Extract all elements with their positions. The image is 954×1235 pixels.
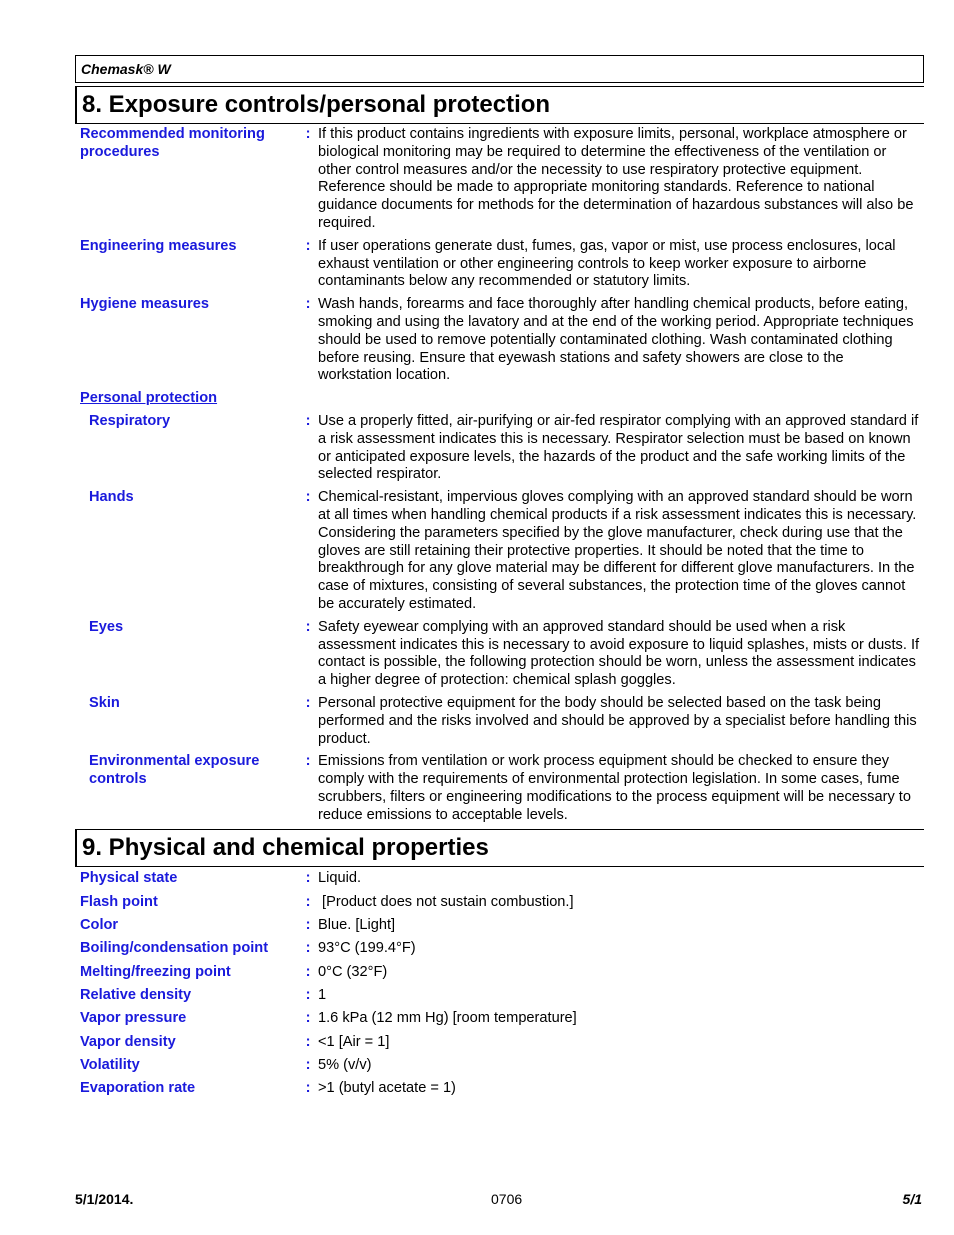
separator-colon: : [305,1033,311,1050]
property-row [75,1080,924,1098]
section-8-title [75,86,924,124]
property-value: 0°C (32°F) [318,963,388,980]
hygiene-measures-label: Hygiene measures [80,296,209,313]
property-row [75,917,924,935]
property-value: 1.6 kPa (12 mm Hg) [room temperature] [318,1010,577,1027]
property-label: Relative density [80,986,192,1003]
property-value: 5% (v/v) [318,1056,372,1073]
eyes-value: Safety eyewear complying with an approved standard should be used when a risk assessment indicates this is necessary to avoid exposure to liquid splashes, mists or dusts. If contact is possible, the following protection should be worn, unless the assessment indicates a higher degree of protection: chemical splash goggles. [318,618,920,689]
respiratory-value: Use a properly fitted, air-purifying or air-fed respirator complying with an approved standard if a risk assessment indicates this is necessary. Respirator selection must be based on known or anticipated exposure levels, the hazards of the product and the safe working limits of the selected respirator. [318,412,919,483]
property-row [75,1034,924,1052]
separator-colon: : [305,870,311,887]
property-label: Volatility [80,1056,140,1073]
property-label: Vapor density [80,1033,176,1050]
separator-colon: : [305,753,311,770]
hands-label: Hands [89,489,134,506]
separator-colon: : [305,237,311,254]
property-row [75,1010,924,1028]
engineering-measures-value: If user operations generate dust, fumes, gas, vapor or mist, use process enclosures, local exhaust ventilation or other engineering controls to keep worker exposure to airborne contaminants below any recommended or statutory limits. [318,237,896,290]
eyes-row [75,619,924,690]
respiratory-row [75,413,924,484]
separator-colon: : [305,917,311,934]
property-label: Melting/freezing point [80,963,231,980]
recommended-monitoring-row [75,126,924,233]
product-name-bar [75,55,924,83]
property-row [75,870,924,888]
property-row [75,894,924,912]
property-row [75,987,924,1005]
separator-colon: : [305,1080,311,1097]
property-value: 1 [318,986,327,1003]
separator-colon: : [305,940,311,957]
property-value: Blue. [Light] [318,917,396,934]
separator-colon: : [305,694,311,711]
skin-value: Personal protective equipment for the body should be selected based on the task being performed and the risks involved and should be approved by a specialist before handling this product. [318,694,917,747]
hands-value: Chemical-resistant, impervious gloves complying with an approved standard should be worn at all times when handling chemical products if a risk assessment indicates this is necessary. Considering the parameters specified by the glove manufacturer, check during use that the gloves are still retaining their protective properties. It should be noted that the time to breakthrough for any glove material may be different for different glove manufacturers. In the case of mixtures, consisting of several substances, the protection time of the gloves cannot be accurately estimated. [318,489,917,612]
property-label: Evaporation rate [80,1080,196,1097]
separator-colon: : [305,893,311,910]
engineering-measures-row [75,238,924,291]
separator-colon: : [305,296,311,313]
separator-colon: : [305,412,311,429]
property-label: Vapor pressure [80,1010,187,1027]
environmental-exposure-label: Environmental exposure controls [89,753,260,788]
property-value: 93°C (199.4°F) [318,940,416,957]
property-value: [Product does not sustain combustion.] [318,893,574,910]
environmental-exposure-row [75,753,924,824]
property-value: >1 (butyl acetate = 1) [318,1080,456,1097]
footer-code: 0706 [491,1191,523,1207]
environmental-exposure-value: Emissions from ventilation or work process equipment should be checked to ensure they comply with the requirements of environmental protection legislation. In some cases, fume scrubbers, filters or engineering modifications to the process equipment will be necessary to reduce emissions to acceptable levels. [318,753,911,823]
property-label: Flash point [80,893,158,910]
property-row [75,1057,924,1075]
separator-colon: : [305,489,311,506]
engineering-measures-label: Engineering measures [80,237,237,254]
section-9-title-text: 9. Physical and chemical properties [82,834,489,862]
hygiene-measures-row [75,296,924,385]
footer-page-number: 5/1 [902,1191,922,1207]
section-8-title-text: 8. Exposure controls/personal protection [82,91,551,118]
separator-colon: : [305,986,311,1003]
page-footer [75,1191,924,1209]
property-label: Boiling/condensation point [80,940,269,957]
properties-list [75,870,924,1097]
hygiene-measures-value: Wash hands, forearms and face thoroughly after handling chemical products, before eating, smoking and using the lavatory and at the end of the working period. Appropriate techniques should be used to remove potentially contaminated clothing. Wash contaminated clothing before reusing. Ensure that eyewash stations and safety showers are close to the workstation location. [318,296,914,384]
separator-colon: : [305,1010,311,1027]
personal-protection-link[interactable]: Personal protection [80,390,218,407]
recommended-monitoring-value: If this product contains ingredients with exposure limits, personal, workplace atmosphere or biological monitoring may be required to determine the effectiveness of the ventilation or other control measures and/or the necessity to use respiratory protective equipment. Reference should be made to appropriate monitoring standards. Reference to national guidance documents for methods for the determination of hazardous substances will also be required. [318,126,914,231]
skin-row [75,695,924,748]
property-label: Color [80,917,119,934]
hands-row [75,489,924,614]
skin-label: Skin [89,694,120,711]
property-value: <1 [Air = 1] [318,1033,390,1050]
property-label: Physical state [80,870,178,887]
recommended-monitoring-label: Recommended monitoring procedures [80,126,265,160]
footer-date: 5/1/2014. [75,1191,134,1207]
sds-page [75,55,924,1098]
separator-colon: : [305,963,311,980]
respiratory-label: Respiratory [89,412,171,429]
separator-colon: : [305,126,311,142]
property-row [75,964,924,982]
section-9-title [75,829,924,867]
separator-colon: : [305,1056,311,1073]
separator-colon: : [305,618,311,635]
property-value: Liquid. [318,870,362,887]
eyes-label: Eyes [89,618,124,635]
product-name: Chemask® W [81,61,171,77]
property-row [75,940,924,958]
